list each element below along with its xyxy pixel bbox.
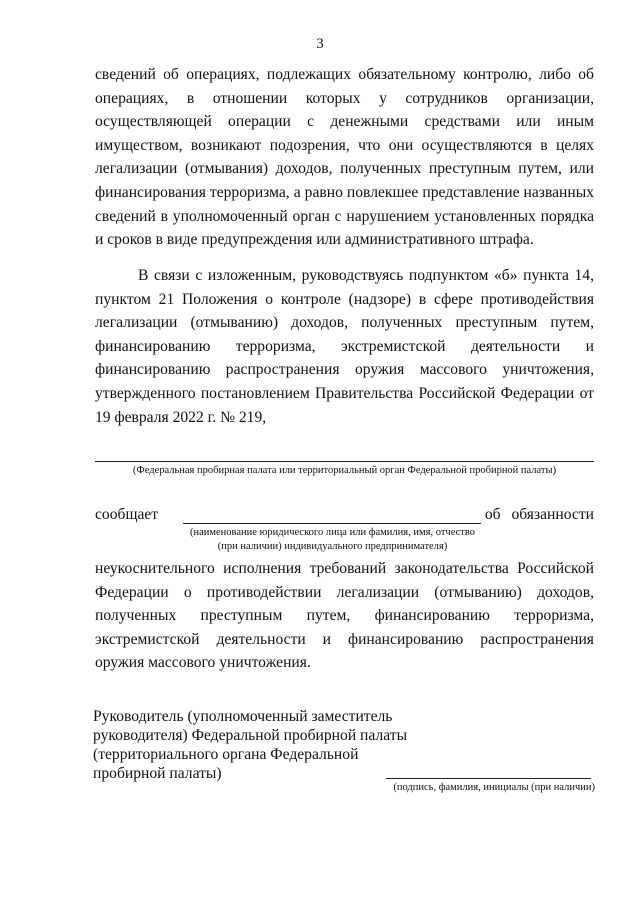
entity-fill-line <box>183 523 481 524</box>
entity-caption-line-2: (при наличии) индивидуального предпринимателя) <box>217 541 448 552</box>
paragraph-obligation: неукоснительного исполнения требований законодательства Российской Федерации о противодействии легализации (отмыванию) доходов, полученных преступным путем, финансированию терроризма, экстремистской деятельности и финансированию распространения оружия массового уничтожения. <box>95 560 594 672</box>
paragraph-violations: сведений об операциях, подлежащих обязательному контролю, либо об операциях, в отношении которых у сотрудников организации, осуществляющей операции с денежными средствами или иным имуществом, возникают подозрения, что они осуществляются в целях легализации (отмывания) доходов, полученных преступным путем, или финансирования терроризма, а равно повлекшее представление названных сведений в уполномоченный орган с нарушением установленных порядка и сроков в виде предупреждения или административного штрафа. <box>95 66 594 249</box>
obligation-words: об обязанности <box>484 506 594 523</box>
notifies-word: сообщает <box>95 506 159 523</box>
authority-caption: (Федеральная пробирная палата или территориальный орган Федеральной пробирной палаты) <box>132 465 557 476</box>
signatory-line-4: пробирной палаты) <box>93 765 222 782</box>
signature-caption: (подпись, фамилия, инициалы (при наличии) <box>393 782 595 793</box>
signatory-line-3: (территориального органа Федеральной <box>93 746 359 763</box>
entity-caption <box>170 526 495 554</box>
paragraph-legal-basis: В связи с изложенным, руководствуясь подпунктом «б» пункта 14, пунктом 21 Положения о контроле (надзоре) в сфере противодействия легализации (отмыванию) доходов, полученных преступным путем, финансированию терроризма, экстремистской деятельности и финансированию распространения оружия массового уничтожения, утвержденного постановлением Правительства Российской Федерации от 19 февраля 2022 г. № 219, <box>95 267 594 426</box>
signature-fill-line <box>386 778 591 779</box>
entity-caption-line-1: (наименование юридического лица или фамилия, имя, отчество <box>189 527 475 538</box>
signatory-block <box>93 707 413 783</box>
signatory-line-2: руководителя) Федеральной пробирной палаты <box>93 727 408 744</box>
page-number: 3 <box>316 36 324 52</box>
signatory-line-1: Руководитель (уполномоченный заместитель <box>93 708 393 725</box>
authority-fill-line <box>95 461 594 462</box>
